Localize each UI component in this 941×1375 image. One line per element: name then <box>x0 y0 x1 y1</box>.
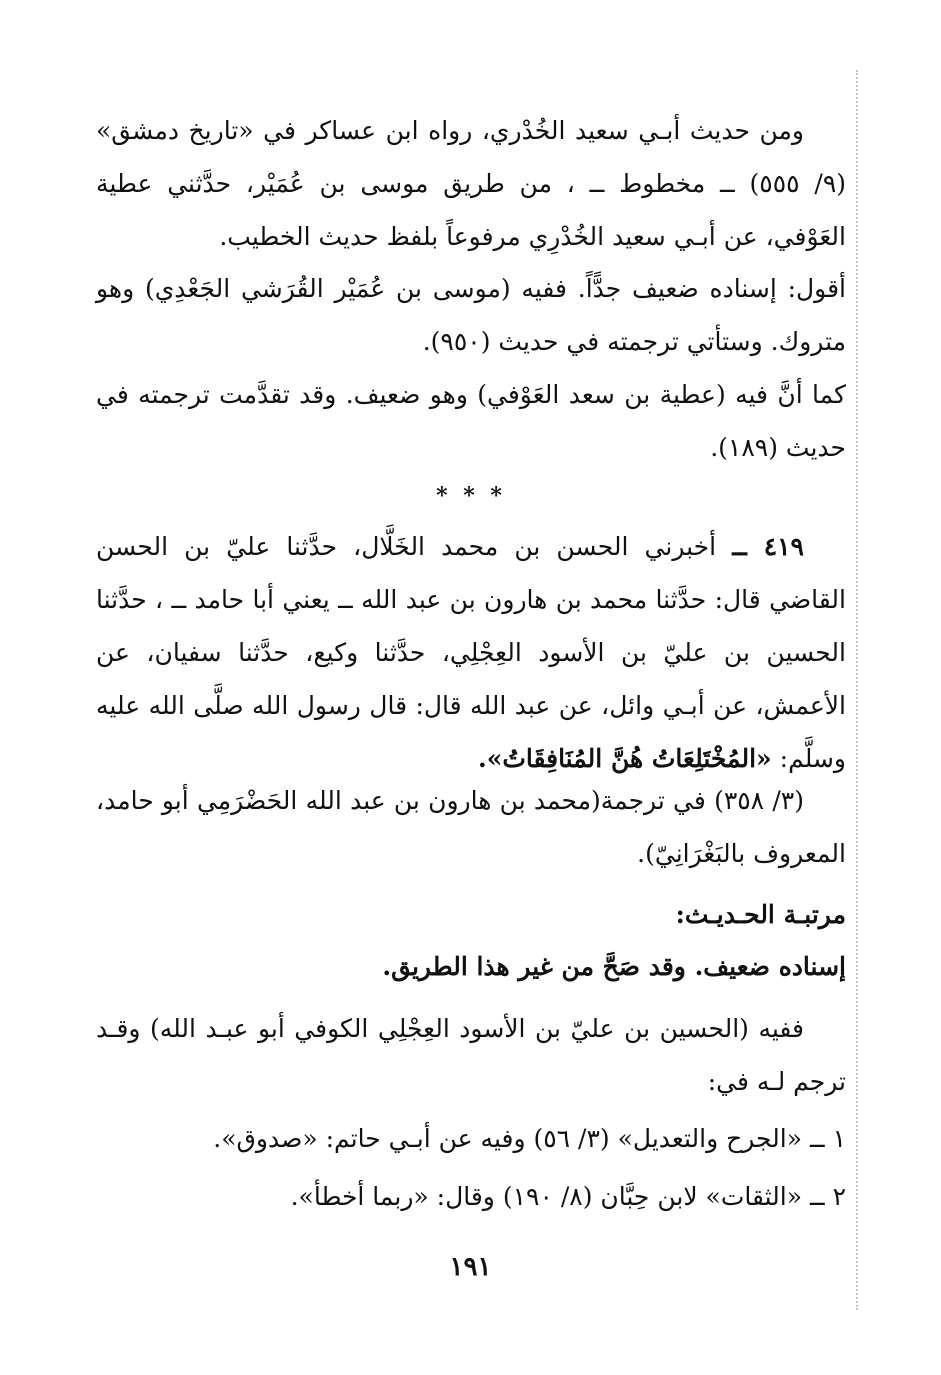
paragraph-source-reference <box>96 774 846 880</box>
paragraph-text: ففيه (الحسين بن عليّ بن الأسود العِجْلِي الكوفي أبو عبـد الله) وقـد ترجم لـه في: <box>96 1014 846 1096</box>
hadith-isnad-text: أخبرني الحسن بن محمد الخَلَّال، حدَّثنا عليّ بن الحسن القاضي قال: حدَّثنا محمد بن هارون بن عبد الله ــ يعني أبا حامد ــ ، حدَّثنا الحسين بن عليّ بن الأسود العِجْلِي، حدَّثنا وكيع، حدَّثنا سفيان، عن الأعمش، عن أبـي وائل، عن عبد الله قال: قال رسول الله صلَّى الله عليه وسلَّم: <box>96 532 846 773</box>
paragraph-narrator-note <box>96 1002 846 1108</box>
reference-list-item-2: ٢ ــ «الثقات» لابن حِبَّان (٨/ ١٩٠) وقال: «ربما أخطأ». <box>290 1182 846 1211</box>
paragraph-text: أقول: إسناده ضعيف جدًّاً. ففيه (موسى بن عُمَيْر القُرَشي الجَعْدِي) وهو متروك. وستأتي ترجمته في حديث (٩٥٠). <box>96 274 846 356</box>
hadith-number: ٤١٩ ــ <box>732 532 804 561</box>
paragraph-musa-ibn-umayr <box>96 262 846 368</box>
paragraph-text: ومن حديث أبـي سعيد الخُدْري، رواه ابن عساكر في «تاريخ دمشق» (٩/ ٥٥٥) ــ مخطوط ــ ، من طريق موسى بن عُمَيْر، حدَّثني عطية العَوْفي، عن أبـي سعيد الخُدْرِي مرفوعاً بلفظ حديث الخطيب. <box>96 116 847 251</box>
paragraph-text: (٣/ ٣٥٨) في ترجمة(محمد بن هارون بن عبد الله الحَضْرَمِي أبو حامد، المعروف بالبَغْرَانِيّ). <box>96 786 846 868</box>
hadith-grade-statement: إسناده ضعيف. وقد صَحَّ من غير هذا الطريق. <box>382 952 846 981</box>
paragraph-ibn-asakir <box>96 104 846 263</box>
paragraph-atiyya <box>96 368 846 474</box>
paragraph-text: كما أنَّ فيه (عطية بن سعد العَوْفي) وهو ضعيف. وقد تقدَّمت ترجمته في حديث (١٨٩). <box>96 380 846 462</box>
reference-list-item-1: ١ ــ «الجرح والتعديل» (٣/ ٥٦) وفيه عن أبـي حاتم: «صدوق». <box>213 1124 846 1153</box>
section-separator: * * * <box>436 483 506 509</box>
page-number: ١٩١ <box>449 1252 492 1282</box>
section-heading-hadith-grade: مرتبـة الحـديـث: <box>675 900 846 929</box>
hadith-matn-quote: «المُخْتَلِعَاتُ هُنَّ المُنَافِقَاتُ». <box>477 744 772 773</box>
hadith-419 <box>96 520 846 785</box>
